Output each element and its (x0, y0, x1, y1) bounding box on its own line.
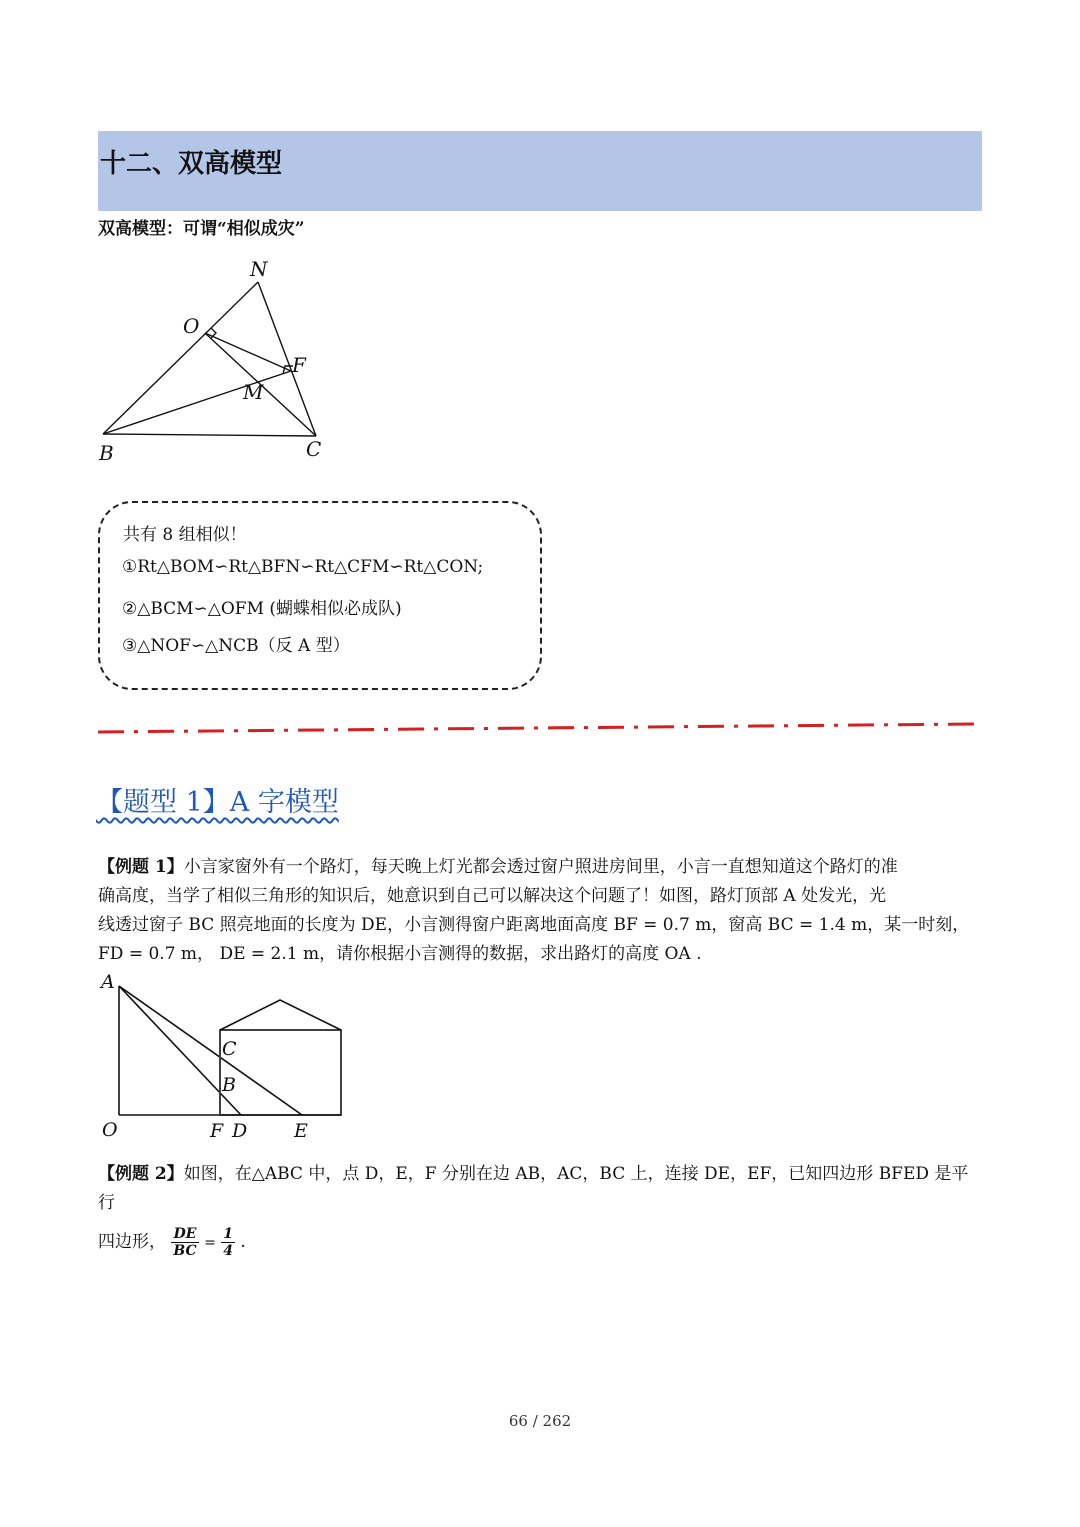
edge-BC (103, 434, 316, 436)
example-1-label: 【例题 1】 (98, 857, 184, 877)
note-line-2: ②△BCM∽△OFM (蝴蝶相似必成队) (122, 599, 402, 619)
fraction-de-bc: $\frac{DE}{BC}$ (173, 1226, 197, 1259)
label-C: C (306, 437, 322, 461)
type-title: 【题型 1】A 字模型 (96, 787, 339, 818)
figure-double-altitude (0, 0, 1080, 480)
section-title: 十二、双高模型 (100, 149, 283, 179)
edge-NC (258, 282, 316, 436)
example-1-line-1: 【例题 1】小言家窗外有一个路灯，每天晚上灯光都会透过窗户照进房间里，小言一直想知道这个路灯的准 (98, 857, 898, 877)
label-N: N (250, 257, 268, 281)
note-line-count: 共有 8 组相似！ (123, 525, 247, 545)
example-2 (98, 1160, 983, 1259)
label-F2: F (210, 1120, 224, 1142)
label-D2: D (232, 1120, 248, 1142)
label-B2: B (222, 1074, 236, 1096)
section-divider (0, 715, 1080, 739)
example-1-line-3: 线透过窗子 BC 照亮地面的长度为 DE，小言测得窗户距离地面高度 BF = 0.7 m，窗高 BC = 1.4 m，某一时刻， (98, 915, 970, 935)
edge-BN (103, 282, 258, 434)
segment-OF (205, 333, 291, 371)
note-line-3: ③△NOF∽△NCB（反 A 型） (122, 636, 350, 656)
label-E2: E (294, 1120, 308, 1142)
label-A: A (101, 971, 115, 993)
example-1 (98, 853, 983, 969)
label-C2: C (222, 1038, 237, 1060)
label-F: F (292, 353, 306, 377)
label-B: B (99, 441, 114, 465)
figure-street-lamp (0, 960, 400, 1150)
example-2-label: 【例题 2】 (98, 1164, 184, 1184)
light-ray-AE (119, 986, 302, 1115)
fraction-one-quarter: $\frac{1}{4}$ (223, 1226, 233, 1259)
label-O: O (183, 314, 200, 338)
house-roof (220, 1000, 341, 1030)
label-M: M (243, 380, 264, 404)
subtitle: 双高模型：可谓“相似成灾” (98, 219, 305, 239)
example-2-line-1: 【例题 2】如图，在△ABC 中，点 D，E，F 分别在边 AB，AC，BC 上，连接 DE，EF，已知四边形 BFED 是平行 (98, 1164, 969, 1213)
example-2-line-2: 四边形， $\frac{DE}{BC}$ = $\frac{1}{4}$ . (98, 1226, 246, 1259)
example-1-line-2: 确高度，当学了相似三角形的知识后，她意识到自己可以解决这个问题了！如图，路灯顶部 A 处发光，光 (98, 886, 887, 906)
note-line-1: ①Rt△BOM∽Rt△BFN∽Rt△CFM∽Rt△CON; (122, 557, 484, 577)
page-number: 66 / 262 (508, 1412, 572, 1430)
house-wall (220, 1030, 341, 1115)
label-O2: O (102, 1119, 118, 1141)
example-1-line-4: FD = 0.7 m， DE = 2.1 m，请你根据小言测得的数据，求出路灯的高度 OA . (98, 944, 702, 964)
